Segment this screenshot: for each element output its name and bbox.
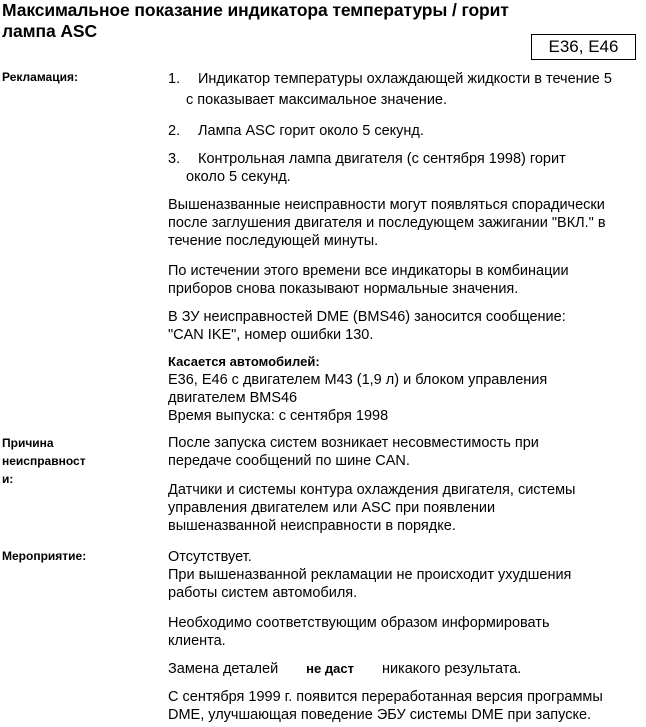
item-3-line-2: около 5 секунд. bbox=[186, 169, 291, 185]
text-line: В ЗУ неисправностей DME (BMS46) заносится сообщение: bbox=[168, 309, 566, 325]
text-line: E36, E46 с двигателем M43 (1,9 л) и блоком управления bbox=[168, 372, 548, 388]
text-line: С сентября 1999 г. появится переработанная версия программы bbox=[168, 689, 603, 705]
measure-paragraph-1 bbox=[168, 548, 640, 602]
text-line: работы систем автомобиля. bbox=[168, 585, 358, 601]
cause-label bbox=[2, 434, 86, 488]
item-number-1: 1. bbox=[168, 71, 181, 87]
text-line: клиента. bbox=[168, 633, 226, 649]
text-line: вышеназванной неисправности в порядке. bbox=[168, 518, 456, 534]
measure-label: Мероприятие: bbox=[2, 549, 87, 563]
complaint-paragraph-3 bbox=[168, 308, 640, 344]
item-number-2: 2. bbox=[168, 123, 181, 139]
item-3-line-1: Контрольная лампа двигателя (с сентября 1998) горит bbox=[198, 151, 566, 167]
text-line: По истечении этого времени все индикаторы в комбинации bbox=[168, 263, 569, 279]
item-1-line-1: Индикатор температуры охлаждающей жидкости в течение 5 bbox=[198, 71, 612, 87]
text-line: При вышеназванной рекламации не происходит ухудшения bbox=[168, 567, 572, 583]
title-line-1: Максимальное показание индикатора температуры / горит bbox=[2, 0, 509, 20]
text-line: Отсутствует. bbox=[168, 549, 252, 565]
cause-paragraph-1 bbox=[168, 434, 640, 470]
text-line: Вышеназванные неисправности могут появляться спорадически bbox=[168, 197, 605, 213]
item-1-line-2: с показывает максимальное значение. bbox=[186, 92, 448, 108]
text-line: управления двигателем или ASC при появлении bbox=[168, 500, 496, 516]
text-line: "CAN IKE", номер ошибки 130. bbox=[168, 327, 374, 343]
label-line: неисправност bbox=[2, 454, 86, 468]
measure-paragraph-3 bbox=[168, 660, 640, 678]
item-2-line-1: Лампа ASC горит около 5 секунд. bbox=[198, 123, 424, 139]
text-segment: Замена деталей bbox=[168, 661, 279, 677]
item-number-3: 3. bbox=[168, 151, 181, 167]
label-line: Причина bbox=[2, 436, 54, 450]
model-badge: E36, E46 bbox=[531, 34, 636, 60]
applies-block bbox=[168, 353, 640, 425]
applies-heading: Касается автомобилей: bbox=[168, 354, 320, 369]
page-title bbox=[2, 0, 522, 42]
text-line: После запуска систем возникает несовместимость при bbox=[168, 435, 539, 451]
text-line: DME, улучшающая поведение ЭБУ системы DME при запуске. bbox=[168, 707, 592, 723]
complaint-paragraph-1 bbox=[168, 196, 640, 250]
emphasis-text: не даст bbox=[306, 661, 354, 676]
measure-paragraph-4 bbox=[168, 688, 640, 724]
measure-paragraph-2 bbox=[168, 614, 640, 650]
complaint-label: Рекламация: bbox=[2, 70, 78, 84]
label-line: и: bbox=[2, 472, 14, 486]
cause-paragraph-2 bbox=[168, 481, 640, 535]
text-line: Время выпуска: с сентября 1998 bbox=[168, 408, 389, 424]
text-line: Необходимо соответствующим образом информировать bbox=[168, 615, 550, 631]
text-line: Датчики и системы контура охлаждения двигателя, системы bbox=[168, 482, 576, 498]
text-line: течение последующей минуты. bbox=[168, 233, 379, 249]
text-line: двигателем BMS46 bbox=[168, 390, 298, 406]
text-line: передаче сообщений по шине CAN. bbox=[168, 453, 410, 469]
complaint-paragraph-2 bbox=[168, 262, 640, 298]
title-line-2: лампа ASC bbox=[2, 21, 98, 41]
text-segment: никакого результата. bbox=[381, 661, 522, 677]
text-line: приборов снова показывают нормальные значения. bbox=[168, 281, 519, 297]
text-line: после заглушения двигателя и последующем зажигании "ВКЛ." в bbox=[168, 215, 606, 231]
